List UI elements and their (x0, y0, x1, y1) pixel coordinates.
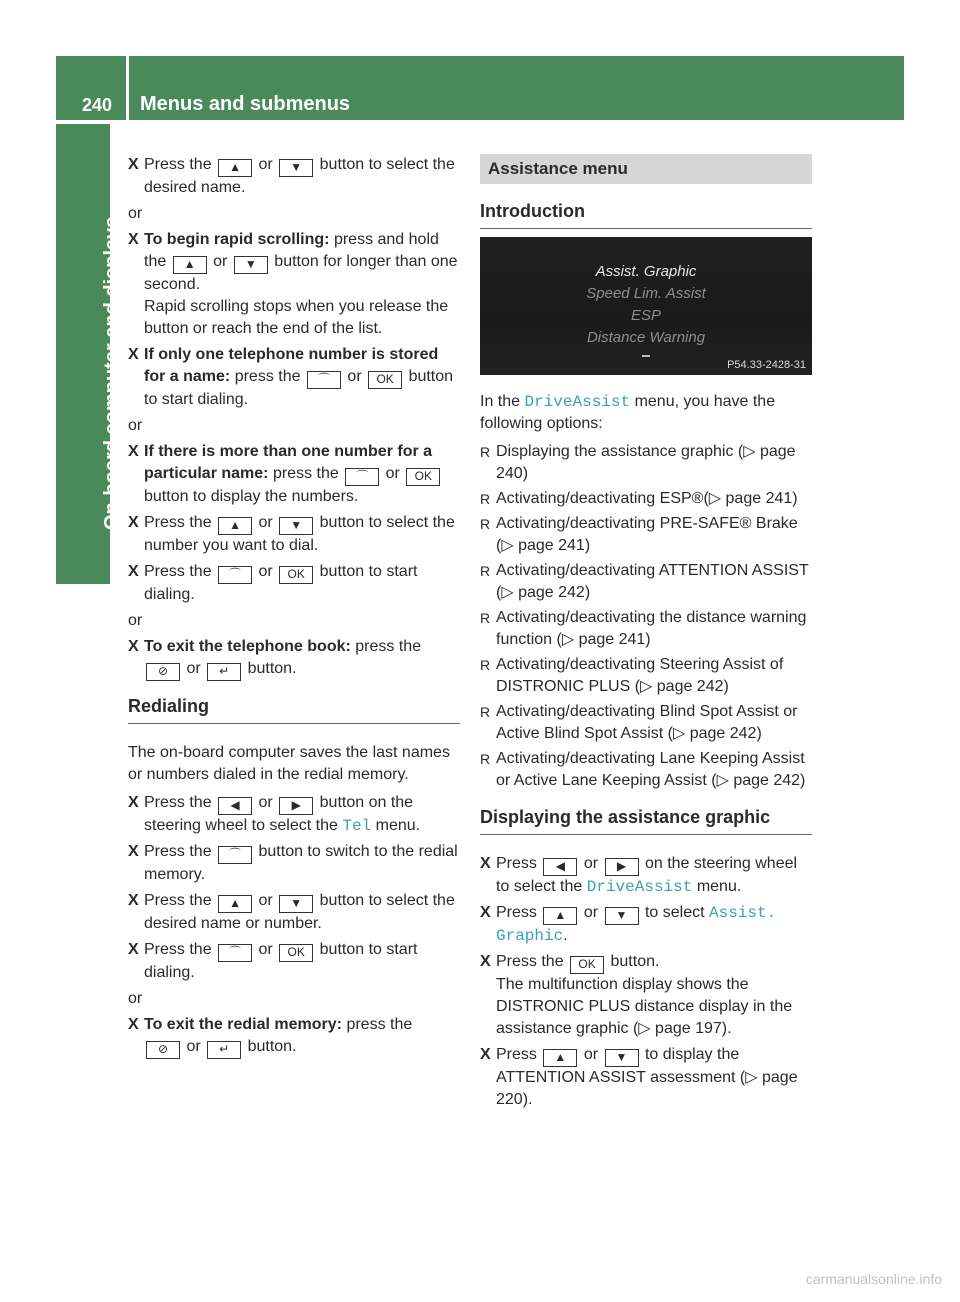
up-arrow-icon: ▲ (218, 159, 252, 177)
back-icon: ↵ (207, 663, 241, 681)
step: X Press the ▲ or ▼ button to select the desired name. (128, 154, 460, 199)
list-item: R Activating/deactivating the distance warning function (▷ page 241) (480, 607, 812, 651)
side-label: On-board computer and displays (101, 216, 123, 530)
right-arrow-icon: ▶ (279, 797, 313, 815)
step: X If only one telephone number is stored for a name: press the ⌒ or OK button to start dialing. (128, 344, 460, 411)
phone-icon: ⌒ (218, 846, 252, 864)
hang-up-icon: ⊘ (146, 663, 180, 681)
down-arrow-icon: ▼ (605, 1049, 639, 1067)
display-menu-item: ESP (630, 307, 661, 324)
ok-button-icon: OK (368, 371, 402, 389)
step: X To begin rapid scrolling: press and hold the ▲ or ▼ button for longer than one second. Rapid scrolling stops when you release the button or reach the end of the list. (128, 229, 460, 340)
step: X Press ◀ or ▶ on the steering wheel to select the DriveAssist menu. (480, 853, 812, 898)
down-arrow-icon: ▼ (279, 517, 313, 535)
scroll-indicator-icon (642, 355, 650, 357)
up-arrow-icon: ▲ (173, 256, 207, 274)
redial-intro: The on-board computer saves the last names or numbers dialed in the redial memory. (128, 744, 450, 783)
phone-icon: ⌒ (218, 944, 252, 962)
section-heading-redialing: Redialing (128, 695, 460, 724)
list-item: R Displaying the assistance graphic (▷ page 240) (480, 441, 812, 485)
left-column (128, 154, 460, 1063)
phone-icon: ⌒ (218, 566, 252, 584)
step: X Press the ⌒ or OK button to start dialing. (128, 939, 460, 984)
image-code: P54.33-2428-31 (727, 359, 806, 371)
up-arrow-icon: ▲ (218, 895, 252, 913)
menu-name: DriveAssist (524, 393, 631, 411)
back-icon: ↵ (207, 1041, 241, 1059)
intro-text: In the DriveAssist menu, you have the following options: (480, 393, 776, 432)
right-arrow-icon: ▶ (605, 858, 639, 876)
page-title: Menus and submenus (140, 93, 351, 115)
down-arrow-icon: ▼ (605, 907, 639, 925)
or-text: or (128, 612, 143, 629)
step: X Press the OK button. The multifunction display shows the DISTRONIC PLUS distance display in the assistance graphic (▷ page 197). (480, 951, 812, 1040)
list-item: R Activating/deactivating Lane Keeping Assist or Active Lane Keeping Assist (▷ page 242) (480, 748, 812, 792)
step: X To exit the telephone book: press the ⊘ or ↵ button. (128, 636, 460, 681)
down-arrow-icon: ▼ (234, 256, 268, 274)
left-arrow-icon: ◀ (218, 797, 252, 815)
hang-up-icon: ⊘ (146, 1041, 180, 1059)
ok-button-icon: OK (279, 566, 313, 584)
watermark: carmanualsonline.info (805, 1271, 942, 1287)
list-item: R Activating/deactivating Blind Spot Assist or Active Blind Spot Assist (▷ page 242) (480, 701, 812, 745)
section-heading-assistance-graphic: Displaying the assistance graphic (480, 806, 812, 835)
step: X Press the ▲ or ▼ button to select the desired name or number. (128, 890, 460, 935)
right-column (480, 154, 812, 1115)
step: X Press the ⌒ button to switch to the redial memory. (128, 841, 460, 886)
list-item: R Activating/deactivating PRE-SAFE® Brake (▷ page 241) (480, 513, 812, 557)
down-arrow-icon: ▼ (279, 159, 313, 177)
list-item: R Activating/deactivating Steering Assist of DISTRONIC PLUS (▷ page 242) (480, 654, 812, 698)
up-arrow-icon: ▲ (218, 517, 252, 535)
display-menu-item: Distance Warning (586, 329, 706, 346)
step: X Press ▲ or ▼ to display the ATTENTION ASSIST assessment (▷ page 220). (480, 1044, 812, 1111)
or-text: or (128, 990, 143, 1007)
menu-name: DriveAssist (586, 878, 693, 896)
step: X If there is more than one number for a particular name: press the ⌒ or OK button to display the numbers. (128, 441, 460, 508)
or-text: or (128, 205, 143, 222)
display-screenshot (480, 237, 812, 375)
header-separator (126, 56, 129, 120)
up-arrow-icon: ▲ (543, 907, 577, 925)
up-arrow-icon: ▲ (543, 1049, 577, 1067)
or-text: or (128, 417, 143, 434)
display-menu-item: Assist. Graphic (595, 263, 697, 280)
list-item: R Activating/deactivating ESP®(▷ page 241) (480, 488, 812, 510)
ok-button-icon: OK (406, 468, 440, 486)
list-item: R Activating/deactivating ATTENTION ASSIST (▷ page 242) (480, 560, 812, 604)
step: X Press the ◀ or ▶ button on the steering wheel to select the Tel menu. (128, 792, 460, 837)
step: X To exit the redial memory: press the ⊘ or ↵ button. (128, 1014, 460, 1059)
section-title-assistance-menu: Assistance menu (480, 154, 812, 184)
ok-button-icon: OK (570, 956, 604, 974)
step: X Press ▲ or ▼ to select Assist. Graphic. (480, 902, 812, 947)
phone-icon: ⌒ (345, 468, 379, 486)
ok-button-icon: OK (279, 944, 313, 962)
section-heading-introduction: Introduction (480, 200, 812, 229)
page-number: 240 (82, 95, 113, 115)
down-arrow-icon: ▼ (279, 895, 313, 913)
menu-name: Assist. Graphic (496, 904, 777, 945)
step: X Press the ▲ or ▼ button to select the number you want to dial. (128, 512, 460, 557)
left-arrow-icon: ◀ (543, 858, 577, 876)
step: X Press the ⌒ or OK button to start dialing. (128, 561, 460, 606)
phone-icon: ⌒ (307, 371, 341, 389)
display-menu-item: Speed Lim. Assist (586, 285, 706, 302)
menu-name: Tel (342, 817, 372, 835)
